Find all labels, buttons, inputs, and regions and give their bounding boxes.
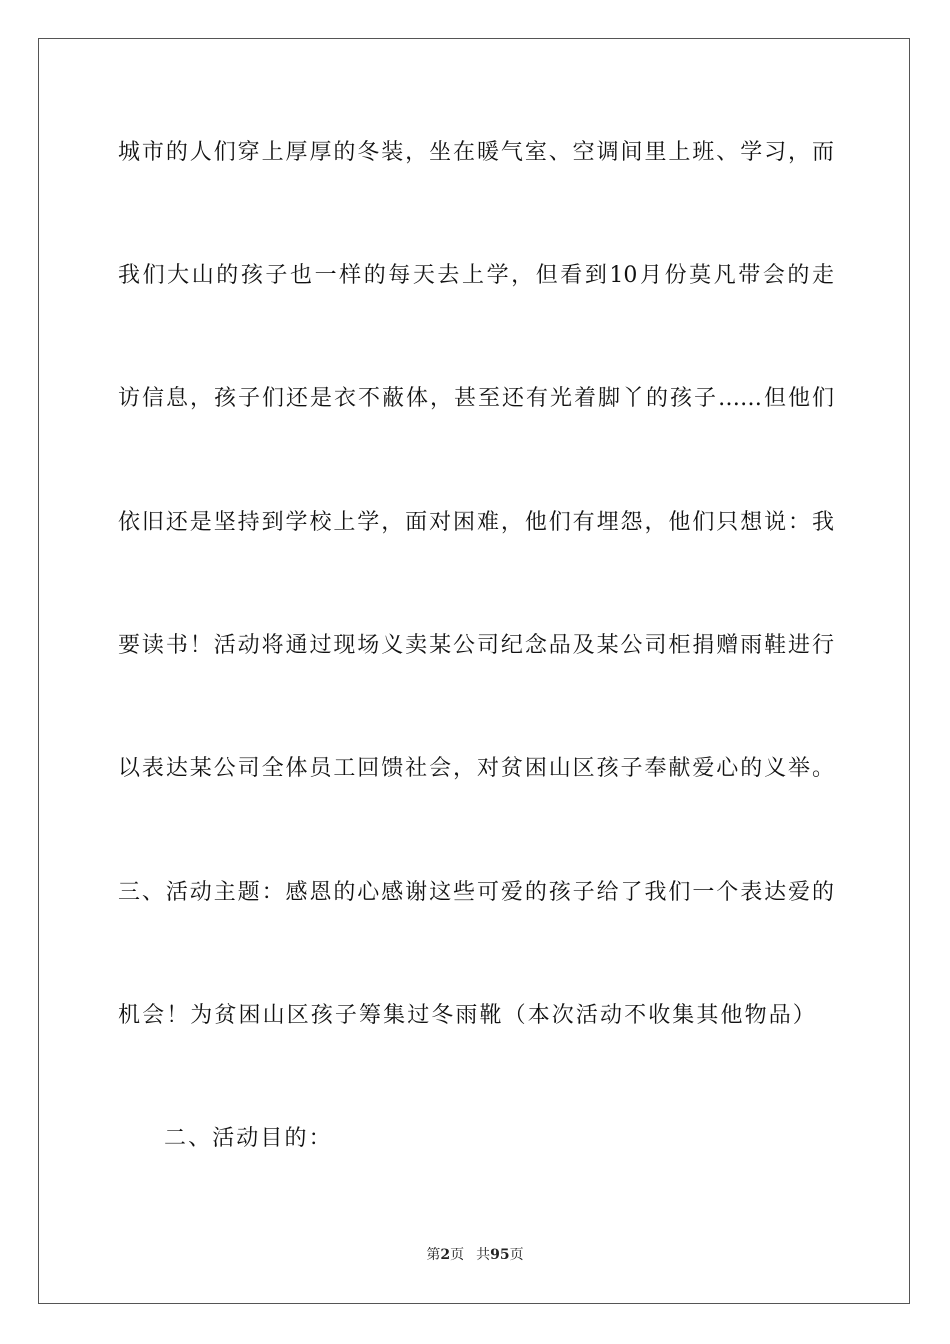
page-border <box>38 38 910 1304</box>
section-heading-line: 三、活动主题：感恩的心感谢这些可爱的孩子给了我们一个表达爱的 <box>118 880 834 905</box>
page-suffix: 页 <box>450 1247 465 1263</box>
total-prefix: 共 <box>476 1247 491 1263</box>
body-text-line: 以表达某公司全体员工回馈社会，对贫困山区孩子奉献爱心的义举。 <box>118 756 834 781</box>
body-text-line: 城市的人们穿上厚厚的冬装，坐在暖气室、空调间里上班、学习，而 <box>118 140 834 165</box>
total-suffix: 页 <box>509 1247 524 1263</box>
body-text-line: 访信息，孩子们还是衣不蔽体，甚至还有光着脚丫的孩子……但他们 <box>118 386 834 411</box>
body-text-line: 机会！为贫困山区孩子筹集过冬雨靴（本次活动不收集其他物品） <box>118 1003 817 1028</box>
section-heading: 二、活动目的： <box>164 1126 333 1151</box>
page-prefix: 第 <box>426 1247 441 1263</box>
page-number: 2 <box>440 1247 451 1263</box>
body-text-line: 依旧还是坚持到学校上学，面对困难，他们有埋怨，他们只想说：我 <box>118 510 834 535</box>
total-pages: 95 <box>490 1247 510 1263</box>
body-text-line: 要读书！活动将通过现场义卖某公司纪念品及某公司柜捐赠雨鞋进行 <box>118 633 834 658</box>
body-text-line: 我们大山的孩子也一样的每天去上学，但看到10月份莫凡带会的走 <box>118 263 834 288</box>
page-footer <box>0 1246 950 1264</box>
